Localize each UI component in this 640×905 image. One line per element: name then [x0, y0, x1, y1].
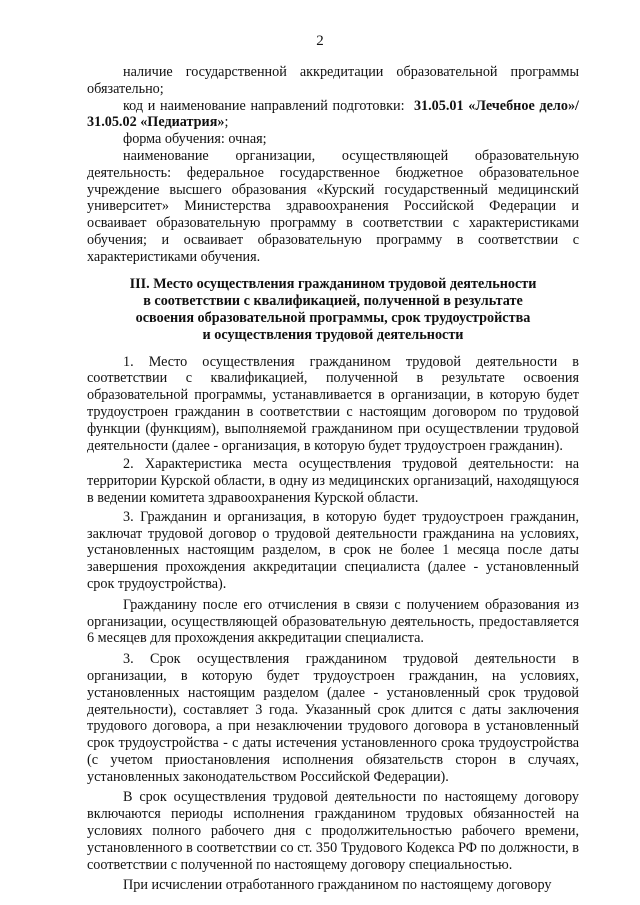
paragraph-specialty-code	[87, 98, 579, 132]
paragraph-place-characteristics: 2. Характеристика места осуществления трудовой деятельности: на территории Курской области, в одну из медицинских организаций, находящуюся в ведении комитета здравоохранения Курской области.	[87, 456, 579, 506]
section-heading-line-2: в соответствии с квалификацией, полученной в результате	[143, 292, 523, 309]
paragraph-work-term: 3. Срок осуществления гражданином трудовой деятельности в организации, в которую будет трудоустроен гражданин, на условиях, установленных настоящим разделом (далее - установленный срок трудовой деятельности), составляет 3 года. Указанный срок длится с даты заключения трудового договора, а при незаключении трудового договора в установленный срок трудоустройства - с даты истечения установленного срока трудоустройства (с учетом приостановления исполнения обязательств сторон в случаях, установленных законодательством Российской Федерации).	[87, 651, 579, 785]
paragraph-organization: наименование организации, осуществляющей образовательную деятельность: федеральное государственное бюджетное образовательное учреждение высшего образования «Курский государственный медицинский университет» Министерства здравоохранения Российской Федерации и осваивает образовательную программу в соответствии с характеристиками обучения; и осваивает образовательную программу в соответствии с характеристиками обучения.	[87, 147, 579, 265]
page-number: 2	[316, 33, 324, 49]
paragraph-employment-contract: 3. Гражданин и организация, в которую будет трудоустроен гражданин, заключат трудовой договор о трудовой деятельности гражданина на условиях, установленных настоящим разделом, в срок не более 1 месяца после даты завершения прохождения аккредитации специалиста (далее - установленный срок трудоустройства).	[87, 508, 579, 592]
paragraph-study-form: форма обучения: очная;	[123, 131, 267, 148]
paragraph-calculation: При исчислении отработанного гражданином по настоящему договору	[123, 877, 552, 894]
section-heading-line-4: и осуществления трудовой деятельности	[202, 326, 464, 343]
paragraph-accreditation: наличие государственной аккредитации образовательной программы обязательно;	[87, 64, 579, 97]
specialty-code-pediatrics: 31.05.02 «Педиатрия»	[87, 114, 225, 131]
specialty-code-end: ;	[224, 114, 229, 131]
paragraph-included-periods: В срок осуществления трудовой деятельности по настоящему договору включаются периоды исполнения гражданином трудовых обязанностей на условиях полного рабочего дня с продолжительностью рабочего времени, установленного в соответствии со ст. 350 Трудового Кодекса РФ по должности, в соответствии с полученной по настоящему договору специальностью.	[87, 789, 579, 873]
paragraph-accreditation-period: Гражданину после его отчисления в связи с получением образования из организации, осуществляющей образовательную деятельность, предоставляется 6 месяцев для прохождения аккредитации специалиста.	[87, 596, 579, 647]
section-heading	[87, 276, 579, 344]
specialty-code-medicine: 31.05.01 «Лечебное дело»/	[413, 97, 579, 114]
section-heading-line-3: освоения образовательной программы, срок трудоустройства	[135, 309, 531, 326]
paragraph-place-of-work: 1. Место осуществления гражданином трудовой деятельности в соответствии с квалификацией, полученной в результате освоения образовательной программы, устанавливается в организации, в которую будет трудоустроен гражданин в соответствии с настоящим договором по трудовой функции (функциям), выполняемой гражданином при осуществлении трудовой деятельности (далее - организация, в которую будет трудоустроен гражданин).	[87, 353, 579, 454]
document-body	[87, 64, 579, 894]
section-heading-line-1: III. Место осуществления гражданином трудовой деятельности	[129, 275, 537, 292]
specialty-code-label: код и наименование направлений подготовки:	[123, 97, 405, 114]
